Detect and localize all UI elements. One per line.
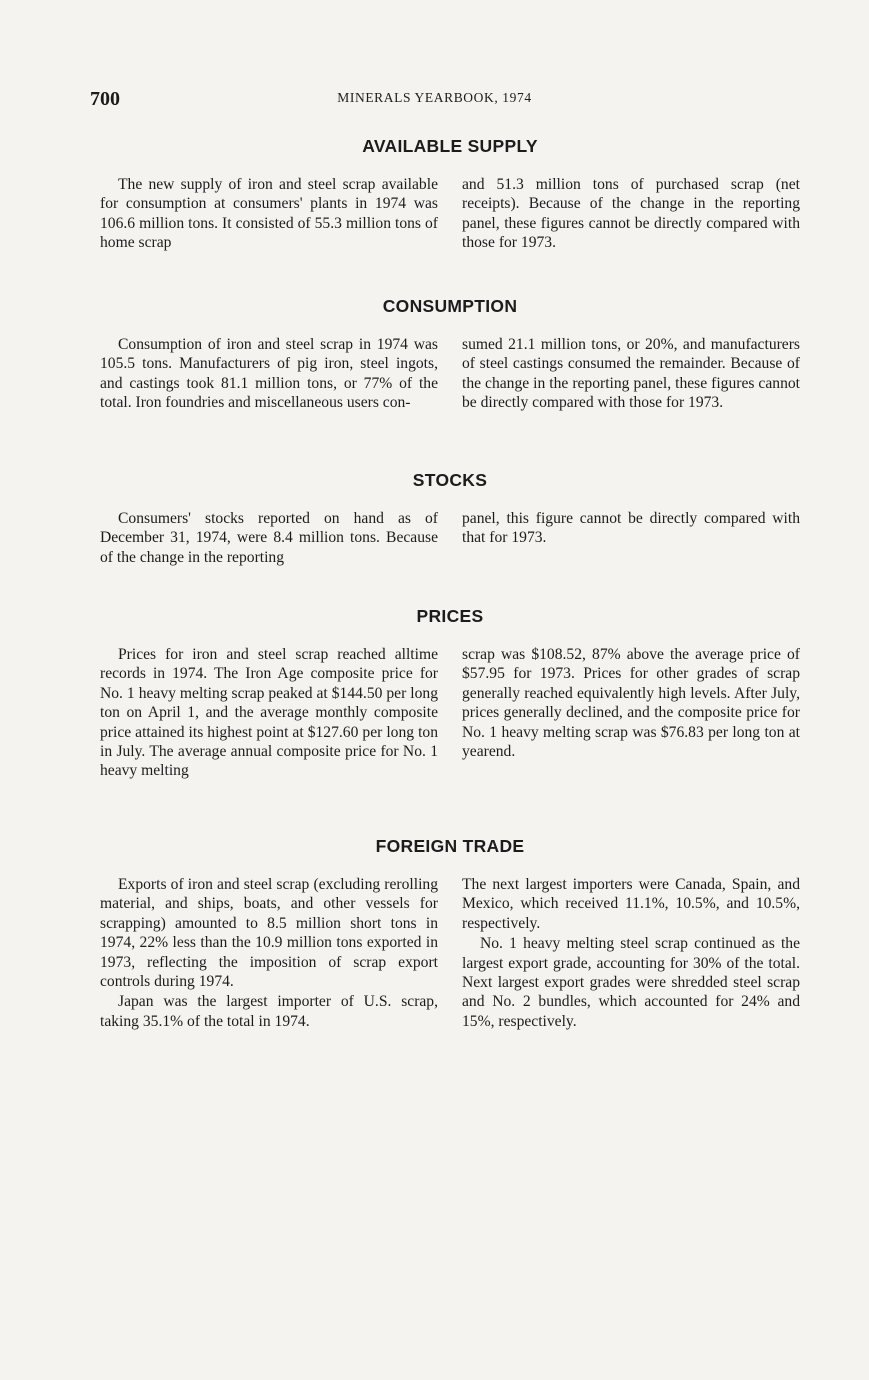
section-available-supply (100, 136, 800, 253)
paragraph: Prices for iron and steel scrap reached alltime records in 1974. The Iron Age composite price for No. 1 heavy melting scrap peaked at $144.50 per long ton on April 1, and the average monthly composite price attained its highest point at $127.60 per long ton in July. The average annual composite price for No. 1 heavy melting (100, 646, 438, 780)
right-column (462, 509, 800, 567)
paragraph: No. 1 heavy melting steel scrap continued as the largest export grade, accounting for 30% of the total. Next largest export grades were shredded steel scrap and No. 2 bundles, which accounted for 24% and 15%, respectively. (462, 935, 800, 1030)
left-column (100, 175, 438, 253)
paragraph: panel, this figure cannot be directly compared with that for 1973. (462, 510, 800, 547)
paragraph: and 51.3 million tons of purchased scrap (net receipts). Because of the change in the reporting panel, these figures cannot be directly compared with those for 1973. (462, 176, 800, 252)
section-stocks (100, 470, 800, 567)
paragraph: The next largest importers were Canada, Spain, and Mexico, which received 11.1%, 10.5%, and 10.5%, respectively. (462, 876, 800, 932)
right-column (462, 335, 800, 413)
section-consumption (100, 296, 800, 413)
left-column (100, 509, 438, 567)
paragraph: Consumption of iron and steel scrap in 1974 was 105.5 tons. Manufacturers of pig iron, steel ingots, and castings took 81.1 million tons, or 77% of the total. Iron foundries and miscellaneous users con- (100, 336, 438, 412)
right-column (462, 645, 800, 781)
right-column (462, 175, 800, 253)
paragraph: Exports of iron and steel scrap (excluding rerolling material, and ships, boats, and other vessels for scrapping) amounted to 8.5 million short tons in 1974, 22% less than the 10.9 million tons exported in 1973, reflecting the imposition of scrap export controls during 1974. (100, 876, 438, 991)
paragraph: The new supply of iron and steel scrap available for consumption at consumers' plants in 1974 was 106.6 million tons. It consisted of 55.3 million tons of home scrap (100, 176, 438, 252)
section-heading: CONSUMPTION (382, 296, 518, 316)
paragraph: Japan was the largest importer of U.S. scrap, taking 35.1% of the total in 1974. (100, 993, 438, 1030)
left-column (100, 335, 438, 413)
paragraph: sumed 21.1 million tons, or 20%, and manufacturers of steel castings consumed the remainder. Because of the change in the reporting panel, these figures cannot be directly compared with those for 1973. (462, 336, 800, 412)
left-column (100, 875, 438, 1031)
section-foreign-trade (100, 836, 800, 1031)
section-heading: STOCKS (412, 470, 488, 490)
section-prices (100, 606, 800, 781)
running-title: MINERALS YEARBOOK, 1974 (337, 90, 532, 105)
paragraph: Consumers' stocks reported on hand as of December 31, 1974, were 8.4 million tons. Because of the change in the reporting (100, 510, 438, 566)
paragraph: scrap was $108.52, 87% above the average price of $57.95 for 1973. Prices for other grades of scrap generally reached equivalently high levels. After July, prices generally declined, and the composite price for No. 1 heavy melting scrap was $76.83 per long ton at yearend. (462, 646, 800, 761)
section-heading: AVAILABLE SUPPLY (362, 136, 538, 156)
section-heading: FOREIGN TRADE (375, 836, 525, 856)
right-column (462, 875, 800, 1031)
section-heading: PRICES (416, 606, 484, 626)
page-number: 700 (90, 88, 120, 110)
left-column (100, 645, 438, 781)
